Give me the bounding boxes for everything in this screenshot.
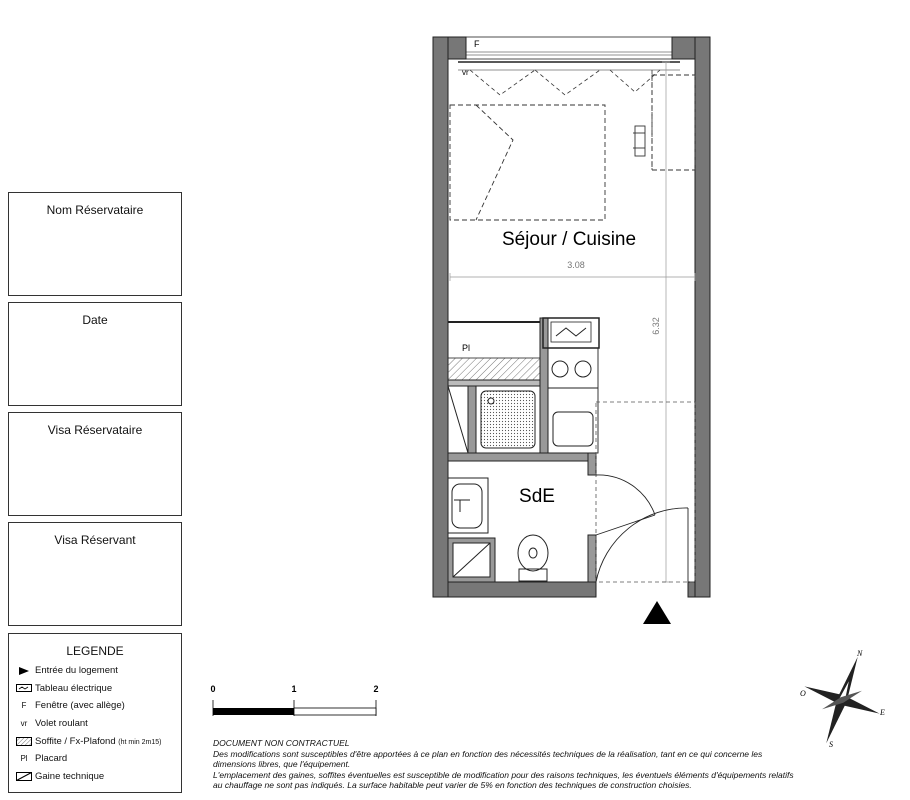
entrance-marker-icon [643, 601, 671, 624]
bathroom-door [596, 475, 655, 535]
scale-label-2: 2 [373, 684, 379, 694]
scale-label-0: 0 [210, 684, 216, 694]
room-label-sejour: Séjour / Cuisine [501, 229, 637, 250]
kitchen-counter [548, 348, 598, 453]
legend-title: LEGENDE [66, 644, 124, 658]
legend-item-fenetre: F Fenêtre (avec allège) [9, 697, 181, 715]
disclaimer-line: Des modifications sont susceptibles d'être apportées à ce plan en fonction des nécessités techniques de la réalisation, tant en ce qui concerne les [213, 748, 763, 759]
legend-item-entree: Entrée du logement [9, 662, 181, 680]
length-dimension [662, 62, 670, 582]
disclaimer-line: L'emplacement des gaines, soffites éventuelles est susceptible de modification pour des raisons techniques, les éventuels éléments d'équipements relatifs [213, 769, 794, 780]
disclaimer-heading: DOCUMENT NON CONTRACTUEL [213, 738, 350, 748]
scale-label-1: 1 [291, 684, 297, 694]
entrance-door [596, 508, 688, 582]
compass-east-label: E [880, 708, 885, 717]
bed [450, 105, 605, 220]
nom-reservataire-title: Nom Réservataire [46, 203, 144, 217]
window-label: F [474, 39, 480, 49]
scale-bar [200, 680, 390, 725]
window-swing [470, 70, 660, 170]
date-title: Date [82, 313, 108, 327]
compass-south-label: S [829, 740, 833, 749]
disclaimer-notes [213, 738, 908, 791]
width-dimension [450, 273, 695, 281]
window-symbol: F [21, 701, 27, 711]
room-label-sde: SdE [519, 486, 555, 507]
toilet [518, 535, 548, 581]
disclaimer-line: au chauffage ne sont pas indiqués. La surface habitable peut varier de 5% en fonction des techniques de construction choisies. [213, 780, 692, 790]
compass-north-label: N [857, 649, 863, 658]
disclaimer-line: dimensions libres, que l'équipement. [213, 759, 351, 769]
visa-reservant-title: Visa Réservant [54, 533, 136, 547]
technical-duct [448, 538, 495, 582]
legend-item-tableau: Tableau électrique [9, 680, 181, 698]
legend-item-placard: Pl Placard [9, 750, 181, 768]
length-dimension-label: 6.32 [651, 317, 661, 335]
window [458, 37, 680, 70]
closet-label: Pl [462, 343, 471, 353]
fridge-outline [596, 402, 695, 582]
legend-item-soffite: Soffite / Fx-Plafond (ht min 2m15) [9, 732, 181, 750]
legend-item-gaine: Gaine technique [9, 768, 181, 786]
shower [476, 386, 540, 453]
legend-item-volet: vr Volet roulant [9, 715, 181, 733]
washbasin [448, 478, 488, 533]
shutter-label: vr [462, 68, 469, 77]
desk [633, 75, 695, 170]
compass-west-label: O [800, 689, 806, 698]
electric-panel [543, 318, 599, 348]
width-dimension-label: 3.08 [567, 260, 585, 270]
visa-reservataire-title: Visa Réservataire [47, 423, 143, 437]
closet-symbol: Pl [20, 754, 28, 764]
shutter-symbol: vr [20, 719, 28, 729]
